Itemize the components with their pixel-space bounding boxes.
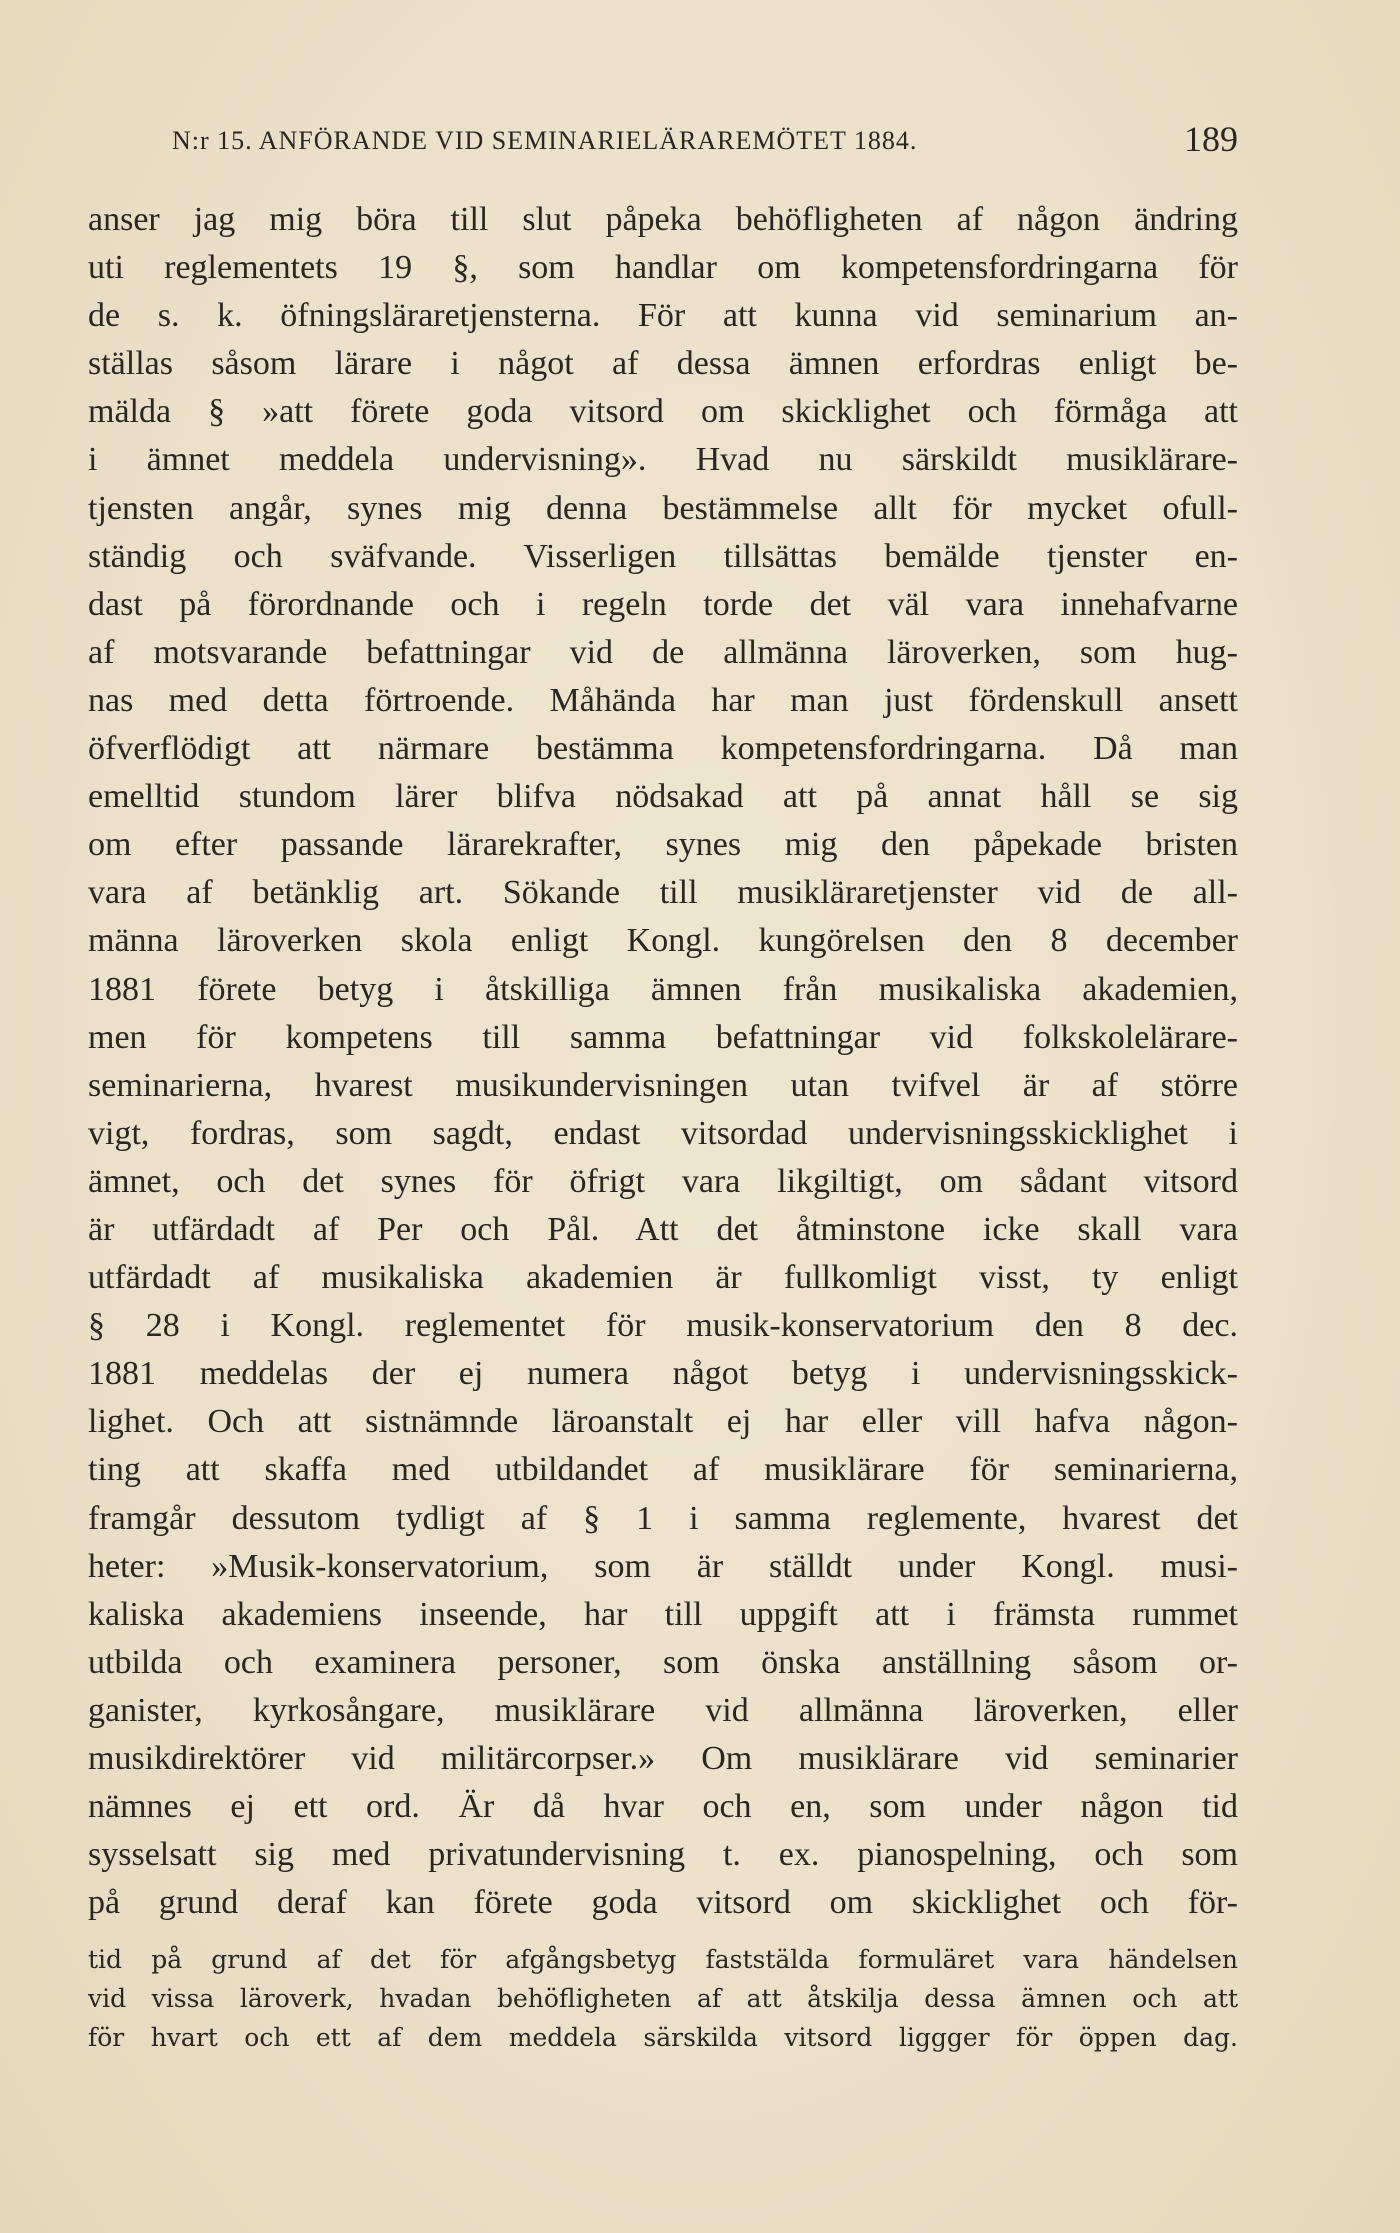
- text-line: vigt, fordras, som sagdt, endast vitsordad undervisningsskicklighet i: [88, 1114, 1238, 1152]
- text-line: seminarierna, hvarest musikundervisningen utan tvifvel är af större: [88, 1066, 1238, 1104]
- text-line: nämnes ej ett ord. Är då hvar och en, som under någon tid: [88, 1788, 1238, 1826]
- text-line: de s. k. öfningsläraretjensterna. För att kunna vid seminarium an-: [88, 297, 1238, 335]
- text-line: på grund deraf kan förete goda vitsord om skicklighet och för-: [88, 1884, 1238, 1922]
- text-line: ställas såsom lärare i något af dessa ämnen erfordras enligt be-: [88, 345, 1238, 383]
- footnote-line: för hvart och ett af dem meddela särskilda vitsord liggger för öppen dag.: [88, 2023, 1238, 2052]
- text-line: af motsvarande befattningar vid de allmänna läroverken, som hug-: [88, 633, 1238, 671]
- page-number: 189: [1184, 119, 1238, 159]
- text-line: uti reglementets 19 §, som handlar om kompetensfordringarna för: [88, 249, 1238, 287]
- text-line: heter: »Musik-konservatorium, som är ställdt under Kongl. musi-: [88, 1547, 1238, 1585]
- footnote: [88, 1940, 1238, 2057]
- text-line: men för kompetens till samma befattningar vid folkskolelärare-: [88, 1018, 1238, 1056]
- text-line: ständig och sväfvande. Visserligen tillsättas bemälde tjenster en-: [88, 537, 1238, 575]
- text-line: männa läroverken skola enligt Kongl. kungörelsen den 8 december: [88, 922, 1238, 960]
- text-line: anser jag mig böra till slut påpeka behöfligheten af någon ändring: [88, 201, 1238, 238]
- text-line: utbilda och examinera personer, som önska anställning såsom or-: [88, 1643, 1238, 1681]
- text-line: 1881 meddelas der ej numera något betyg i undervisningsskick-: [88, 1355, 1238, 1393]
- text-line: ganister, kyrkosångare, musiklärare vid allmänna läroverken, eller: [88, 1691, 1238, 1729]
- text-line: sysselsatt sig med privatundervisning t. ex. pianospelning, och som: [88, 1836, 1238, 1874]
- footnote-line: tid på grund af det för afgångsbetyg faststälda formuläret vara händelsen: [88, 1945, 1238, 1974]
- text-line: framgår dessutom tydligt af § 1 i samma reglemente, hvarest det: [88, 1499, 1238, 1537]
- text-line: utfärdadt af musikaliska akademien är fullkomligt visst, ty enligt: [88, 1259, 1238, 1297]
- text-line: nas med detta förtroende. Måhända har man just fördenskull ansett: [88, 681, 1238, 719]
- running-title: N:r 15. ANFÖRANDE VID SEMINARIELÄRAREMÖTET 1884.: [172, 126, 918, 155]
- text-line: lighet. Och att sistnämnde läroanstalt ej har eller vill hafva någon-: [88, 1403, 1238, 1441]
- text-line: vara af betänklig art. Sökande till musikläraretjenster vid de all-: [88, 874, 1238, 912]
- text-line: tjensten angår, synes mig denna bestämmelse allt för mycket ofull-: [88, 489, 1238, 527]
- text-line: mälda § »att förete goda vitsord om skicklighet och förmåga att: [88, 393, 1238, 431]
- footnote-line: vid vissa läroverk, hvadan behöfligheten af att åtskilja dessa ämnen och att: [88, 1984, 1238, 2013]
- text-line: § 28 i Kongl. reglementet för musik-konservatorium den 8 dec.: [88, 1307, 1238, 1345]
- text-line: om efter passande lärarekrafter, synes mig den påpekade bristen: [88, 826, 1238, 864]
- text-line: öfverflödigt att närmare bestämma kompetensfordringarna. Då man: [88, 730, 1238, 768]
- page-header: [172, 118, 1238, 162]
- main-text: [88, 196, 1238, 1927]
- text-line: kaliska akademiens inseende, har till uppgift att i främsta rummet: [88, 1595, 1238, 1633]
- text-line: ämnet, och det synes för öfrigt vara likgiltigt, om sådant vitsord: [88, 1162, 1238, 1200]
- text-line: dast på förordnande och i regeln torde det väl vara innehafvarne: [88, 585, 1238, 623]
- text-line: musikdirektörer vid militärcorpser.» Om musiklärare vid seminarier: [88, 1740, 1238, 1777]
- text-line: är utfärdadt af Per och Pål. Att det åtminstone icke skall vara: [88, 1210, 1238, 1248]
- text-line: emelltid stundom lärer blifva nödsakad att på annat håll se sig: [88, 778, 1238, 816]
- text-line: i ämnet meddela undervisning». Hvad nu särskildt musiklärare-: [88, 441, 1238, 479]
- text-line: ting att skaffa med utbildandet af musiklärare för seminarierna,: [88, 1451, 1238, 1489]
- text-line: 1881 förete betyg i åtskilliga ämnen från musikaliska akademien,: [88, 970, 1238, 1008]
